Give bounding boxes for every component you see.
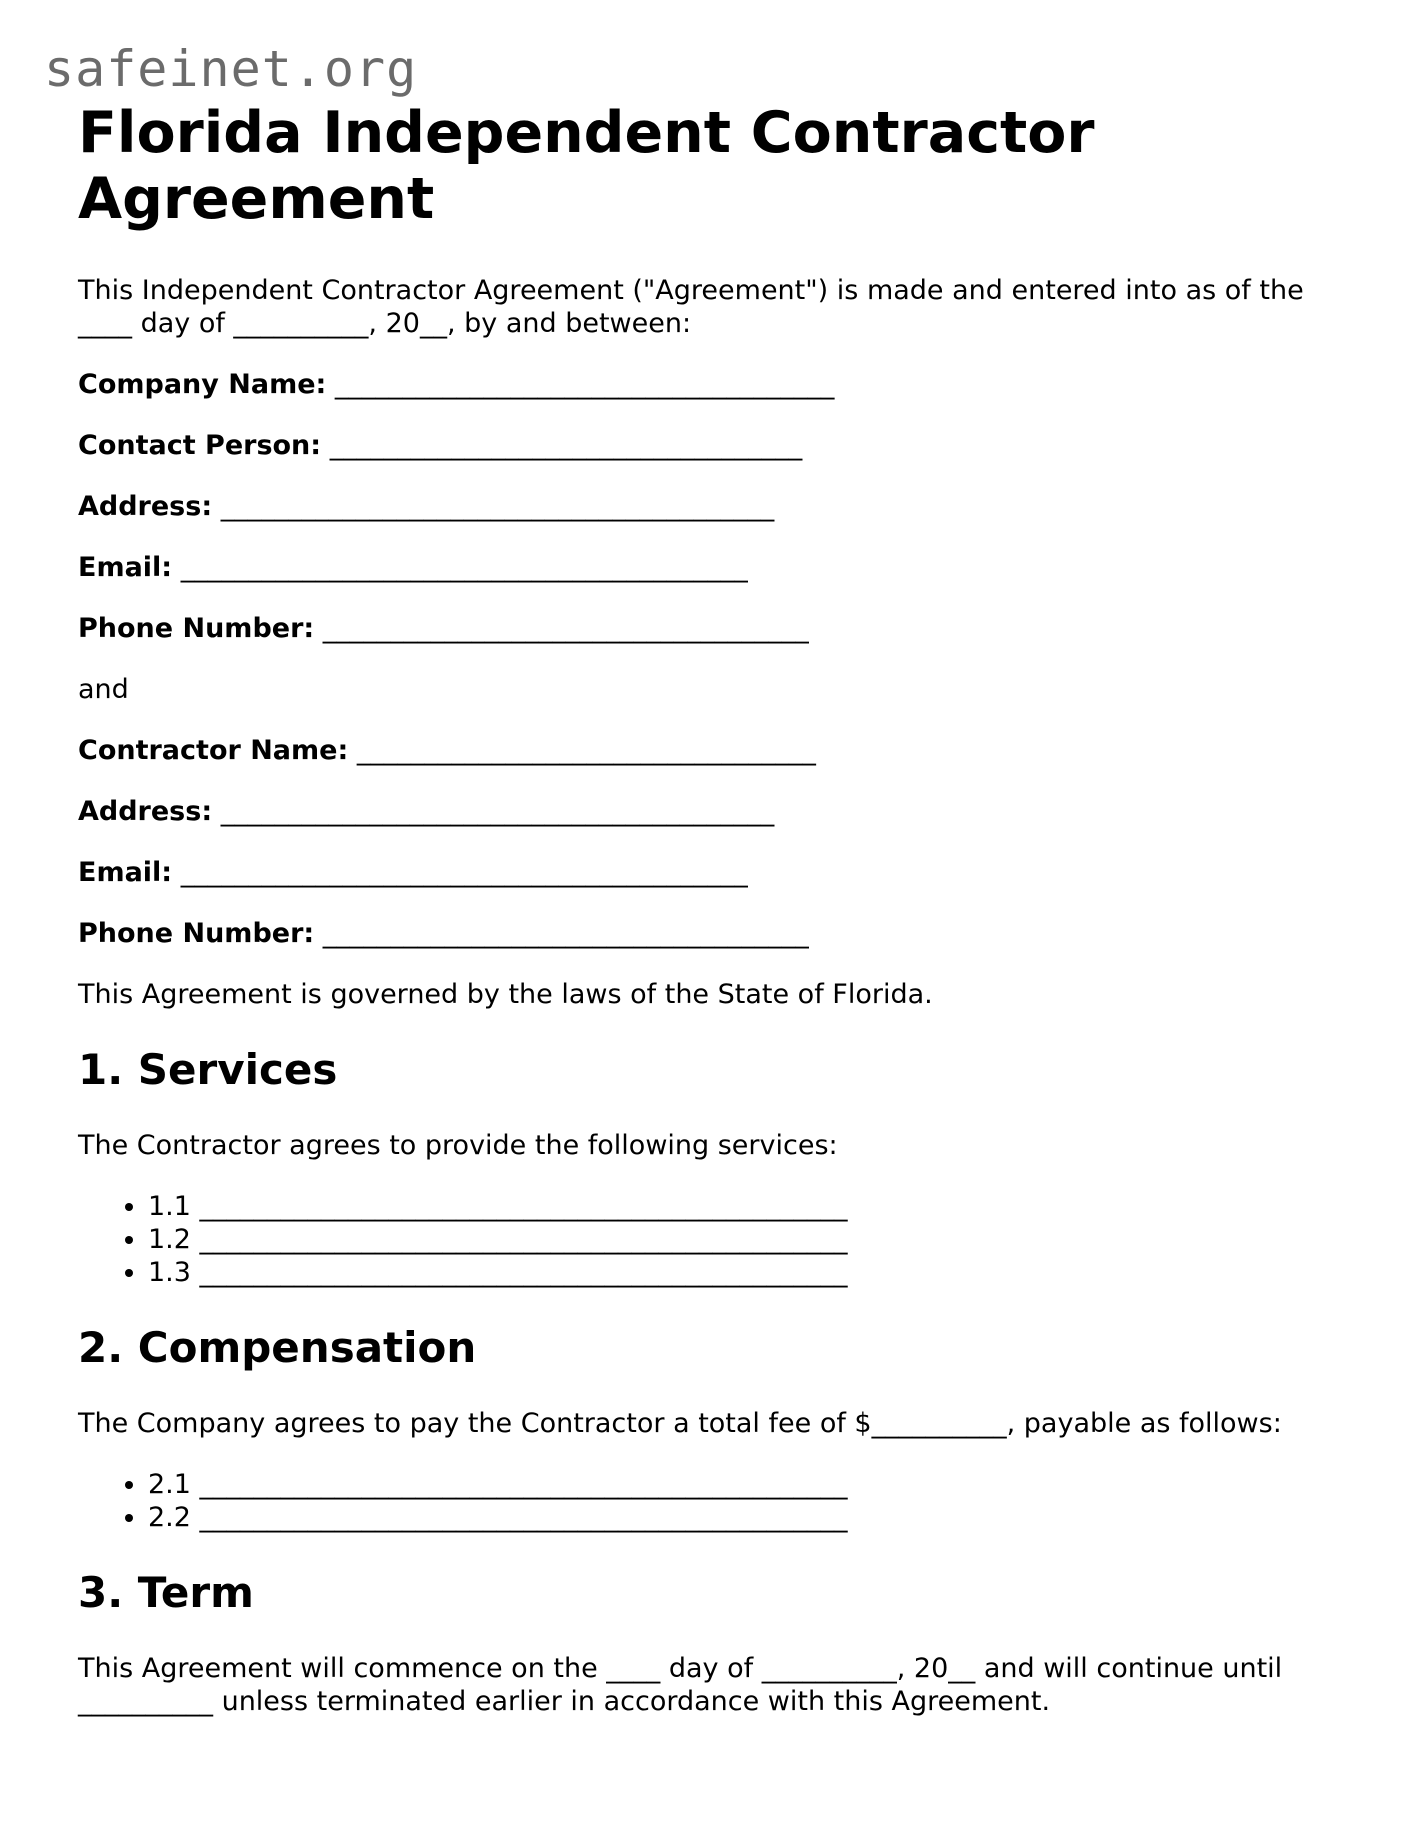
field-label: Email: <box>78 857 173 888</box>
company-address-field <box>78 490 1358 523</box>
governing-law-text: This Agreement is governed by the laws of the State of Florida. <box>78 979 933 1010</box>
contact-person-field <box>78 429 1358 462</box>
field-blank: __________________________________ <box>356 735 816 766</box>
list-item: • 2.1 ________________________________________________ <box>148 1468 1358 1501</box>
term-text: This Agreement will commence on the ____ day of __________, 20__ and will continue until __________ unless terminated earlier in accordance with this Agreement. <box>78 1653 1283 1717</box>
compensation-text: The Company agrees to pay the Contractor a total fee of $__________, payable as follows: <box>78 1408 1282 1439</box>
company-phone-field <box>78 612 1358 645</box>
contractor-email-field <box>78 856 1358 889</box>
watermark-text: safeinet.org <box>44 40 418 98</box>
contractor-name-field <box>78 734 1358 767</box>
field-label: Phone Number: <box>78 918 315 949</box>
field-blank: __________________________________________ <box>180 857 748 888</box>
field-label: Email: <box>78 552 173 583</box>
field-blank: ____________________________________ <box>322 613 809 644</box>
list-item: • 1.3 ________________________________________________ <box>148 1256 1358 1289</box>
section-heading-compensation: 2. Compensation <box>78 1323 477 1372</box>
field-blank: ____________________________________ <box>322 918 809 949</box>
list-item: • 1.2 ________________________________________________ <box>148 1223 1358 1256</box>
field-label: Address: <box>78 796 213 827</box>
field-label: Contractor Name: <box>78 735 349 766</box>
and-text: and <box>78 674 129 705</box>
services-list <box>78 1190 1358 1289</box>
field-blank: _________________________________________ <box>220 796 775 827</box>
company-name-field <box>78 368 1358 401</box>
section-heading-services: 1. Services <box>78 1045 338 1094</box>
company-fields <box>78 368 1358 645</box>
contractor-address-field <box>78 795 1358 828</box>
field-label: Contact Person: <box>78 430 322 461</box>
field-blank: ___________________________________ <box>329 430 803 461</box>
compensation-list <box>78 1468 1358 1534</box>
contractor-phone-field <box>78 917 1358 950</box>
company-email-field <box>78 551 1358 584</box>
list-item: • 1.1 ________________________________________________ <box>148 1190 1358 1223</box>
intro-paragraph: This Independent Contractor Agreement ("Agreement") is made and entered into as of the ____ day of __________, 20__, by and between: <box>78 275 1304 339</box>
contractor-fields <box>78 734 1358 950</box>
field-label: Phone Number: <box>78 613 315 644</box>
field-label: Company Name: <box>78 369 327 400</box>
field-label: Address: <box>78 491 213 522</box>
field-blank: _________________________________________ <box>220 491 775 522</box>
document-title: Florida Independent Contractor Agreement <box>78 100 1095 232</box>
document-page <box>78 100 1358 1746</box>
field-blank: __________________________________________ <box>180 552 748 583</box>
list-item: • 2.2 ________________________________________________ <box>148 1501 1358 1534</box>
services-text: The Contractor agrees to provide the following services: <box>78 1130 838 1161</box>
field-blank: _____________________________________ <box>334 369 835 400</box>
section-heading-term: 3. Term <box>78 1568 254 1617</box>
